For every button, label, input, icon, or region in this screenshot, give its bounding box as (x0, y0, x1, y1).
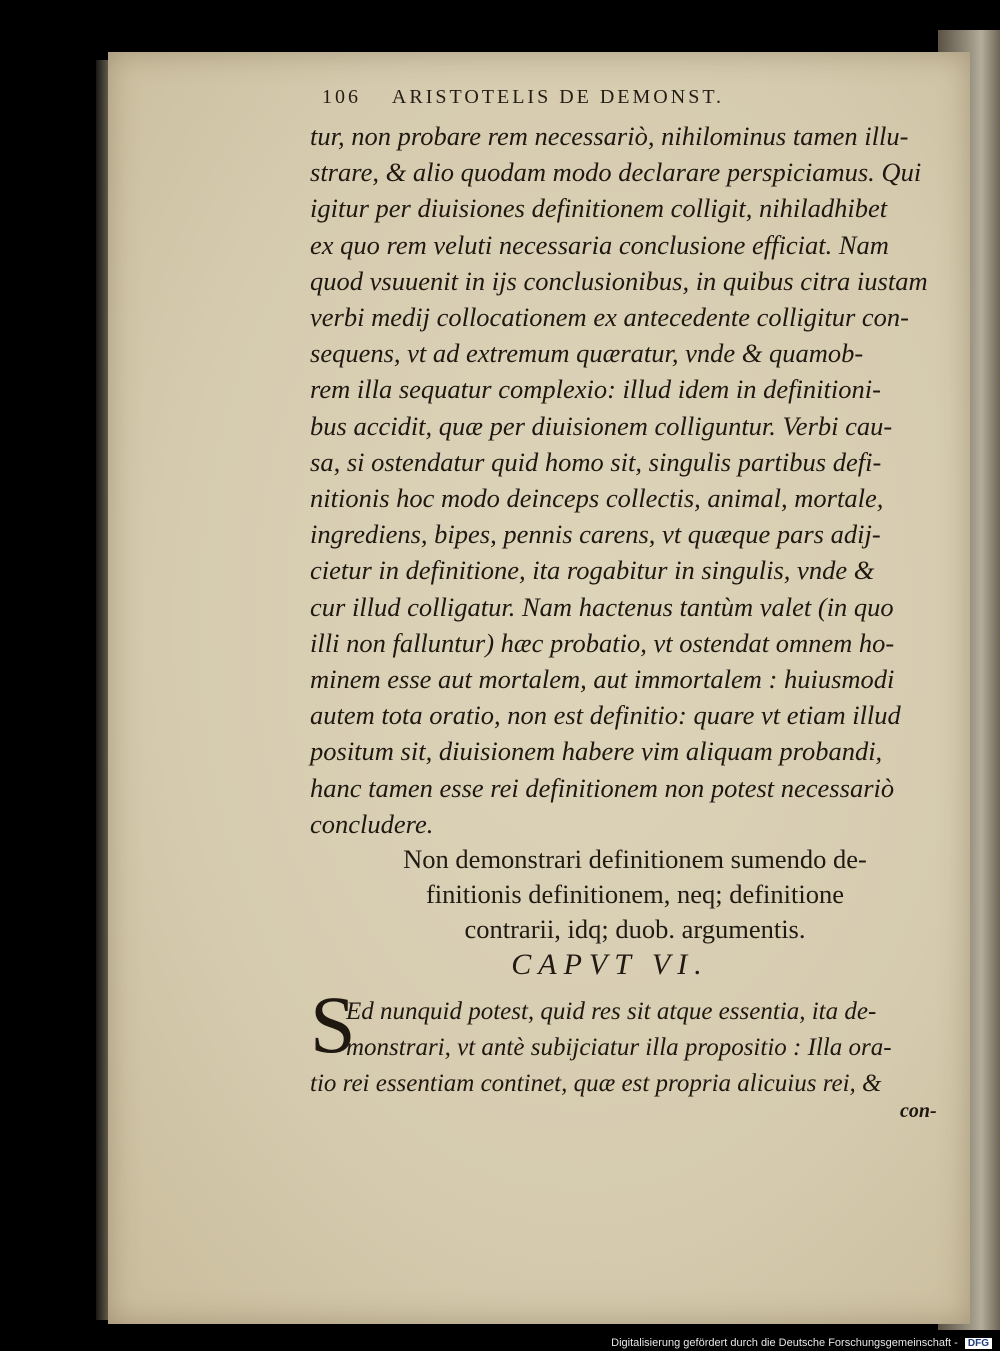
chapter-text (310, 994, 960, 1102)
text-line: cur illud colligatur. Nam hactenus tantùm valet (in quo (310, 591, 894, 622)
text-line: strare, & alio quodam modo declarare perspiciamus. Qui (310, 157, 922, 188)
text-line: quod vsuuenit in ijs conclusionibus, in quibus citra iustam (310, 265, 928, 296)
page-number: 106 (322, 86, 361, 108)
text-line: positum sit, diuisionem habere vim aliquam probandi, (310, 736, 883, 767)
digitization-footer (611, 1337, 992, 1349)
text-line: ex quo rem veluti necessaria conclusione efficiat. Nam (310, 229, 889, 260)
text-line: nitionis hoc modo deinceps collectis, animal, mortale, (310, 483, 884, 514)
section-heading (310, 842, 960, 947)
text-line: minem esse aut mortalem, aut immortalem : huiusmodi (310, 664, 895, 695)
heading-line: contrarii, idq; duob. argumentis. (464, 914, 806, 944)
running-title: ARISTOTELIS DE DEMONST. (391, 86, 725, 108)
text-line: Ed nunquid potest, quid res sit atque essentia, ita de- (346, 998, 877, 1025)
heading-line: finitionis definitionem, neq; definitione (425, 879, 845, 909)
text-line: tio rei essentiam continet, quæ est propria alicuius rei, & (310, 1070, 882, 1097)
drop-cap: S (310, 979, 356, 1070)
running-header (322, 86, 842, 109)
chapter-title: CAPVT VI. (511, 948, 709, 981)
text-line: rem illa sequatur complexio: illud idem in definitioni- (310, 374, 881, 405)
footer-text: Digitalisierung gefördert durch die Deutsche Forschungsgemeinschaft - (611, 1337, 958, 1349)
text-line: ingrediens, bipes, pennis carens, vt quæque pars adij- (310, 519, 881, 550)
text-line: illi non falluntur) hæc probatio, vt ostendat omnem ho- (310, 627, 895, 658)
dfg-logo: DFG (965, 1338, 992, 1349)
text-line: verbi medij collocationem ex antecedente colligitur con- (310, 302, 909, 333)
text-line: cietur in definitione, ita rogabitur in singulis, vnde & (310, 555, 875, 586)
text-line: hanc tamen esse rei definitionem non potest necessariò (310, 772, 895, 803)
text-line: monstrari, vt antè subijciatur illa propositio : Illa ora- (346, 1034, 892, 1061)
text-line: bus accidit, quæ per diuisionem colliguntur. Verbi cau- (310, 410, 893, 441)
text-line: autem tota oratio, non est definitio: quare vt etiam illud (310, 700, 901, 731)
heading-line: Non demonstrari definitionem sumendo de- (403, 844, 867, 874)
text-line: concludere. (310, 808, 434, 839)
text-line: tur, non probare rem necessariò, nihilominus tamen illu- (310, 121, 909, 151)
catchword: con- (900, 1100, 937, 1122)
text-line: sequens, vt ad extremum quæratur, vnde & quamob- (310, 338, 864, 369)
text-line: sa, si ostendatur quid homo sit, singulis partibus defi- (310, 446, 882, 477)
body-text (310, 118, 960, 842)
text-line: igitur per diuisiones definitionem colligit, nihiladhibet (310, 193, 888, 224)
